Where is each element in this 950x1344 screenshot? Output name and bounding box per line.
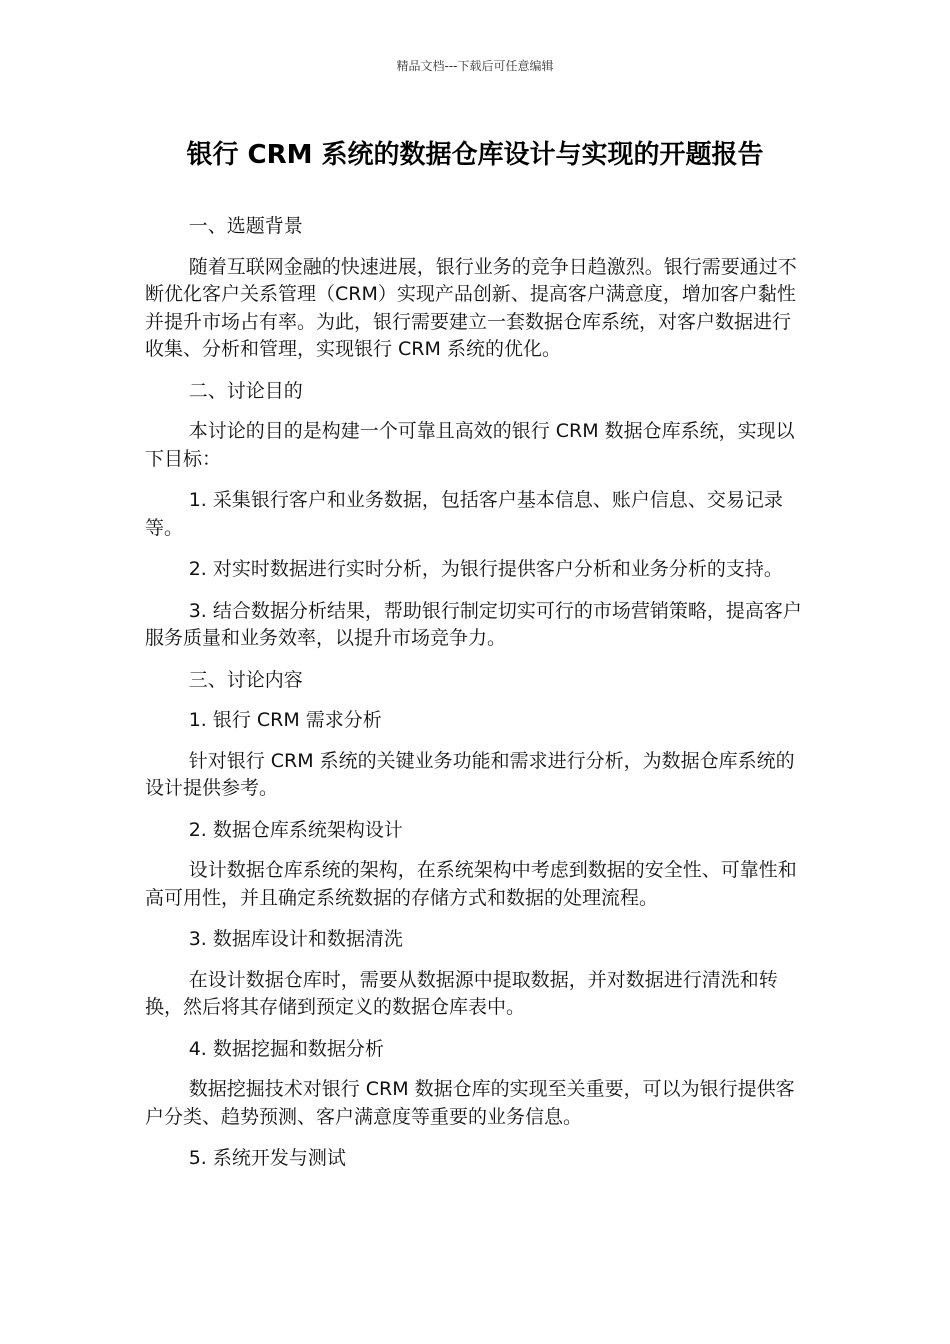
subheading-system-development: 5. 系统开发与测试 — [188, 1147, 346, 1169]
list-item-goal-1: 1. 采集银行客户和业务数据，包括客户基本信息、账户信息、交易记录等。 — [145, 489, 783, 539]
paragraph-database-design: 在设计数据仓库时，需要从数据源中提取数据，并对数据进行清洗和转换，然后将其存储到预定义的数据仓库表中。 — [145, 968, 778, 1018]
paragraph-architecture: 设计数据仓库系统的架构，在系统架构中考虑到数据的安全性、可靠性和高可用性，并且确定系统数据的存储方式和数据的处理流程。 — [145, 859, 797, 909]
list-item-goal-3: 3. 结合数据分析结果，帮助银行制定切实可行的市场营销策略，提高客户服务质量和业务效率，以提升市场竞争力。 — [145, 599, 802, 649]
header-note: 精品文档---下载后可任意编辑 — [396, 59, 554, 73]
section-heading-content: 三、讨论内容 — [188, 668, 303, 691]
section-heading-background: 一、选题背景 — [188, 215, 303, 237]
subheading-architecture: 2. 数据仓库系统架构设计 — [188, 818, 403, 841]
paragraph-purpose-intro: 本讨论的目的是构建一个可靠且高效的银行 CRM 数据仓库系统，实现以下目标： — [145, 420, 795, 470]
subheading-database-design: 3. 数据库设计和数据清洗 — [188, 928, 403, 950]
document-body — [145, 213, 807, 1186]
paragraph-data-mining: 数据挖掘技术对银行 CRM 数据仓库的实现至关重要，可以为银行提供客户分类、趋势预测、客户满意度等重要的业务信息。 — [145, 1078, 795, 1128]
subheading-data-mining: 4. 数据挖掘和数据分析 — [188, 1037, 384, 1060]
section-heading-purpose: 二、讨论目的 — [188, 379, 303, 402]
list-item-goal-2: 2. 对实时数据进行实时分析，为银行提供客户分析和业务分析的支持。 — [188, 558, 783, 580]
paragraph-background: 随着互联网金融的快速进展，银行业务的竞争日趋激烈。银行需要通过不断优化客户关系管理（CRM）实现产品创新、提高客户满意度，增加客户黏性并提升市场占有率。为此，银行需要建立一套数据仓库系统，对客户数据进行收集、分析和管理，实现银行 CRM 系统的优化。 — [145, 255, 797, 360]
document-title: 银行 CRM 系统的数据仓库设计与实现的开题报告 — [186, 140, 764, 170]
subheading-crm-requirements: 1. 银行 CRM 需求分析 — [188, 709, 382, 731]
paragraph-crm-requirements: 针对银行 CRM 系统的关键业务功能和需求进行分析，为数据仓库系统的设计提供参考。 — [145, 749, 795, 799]
